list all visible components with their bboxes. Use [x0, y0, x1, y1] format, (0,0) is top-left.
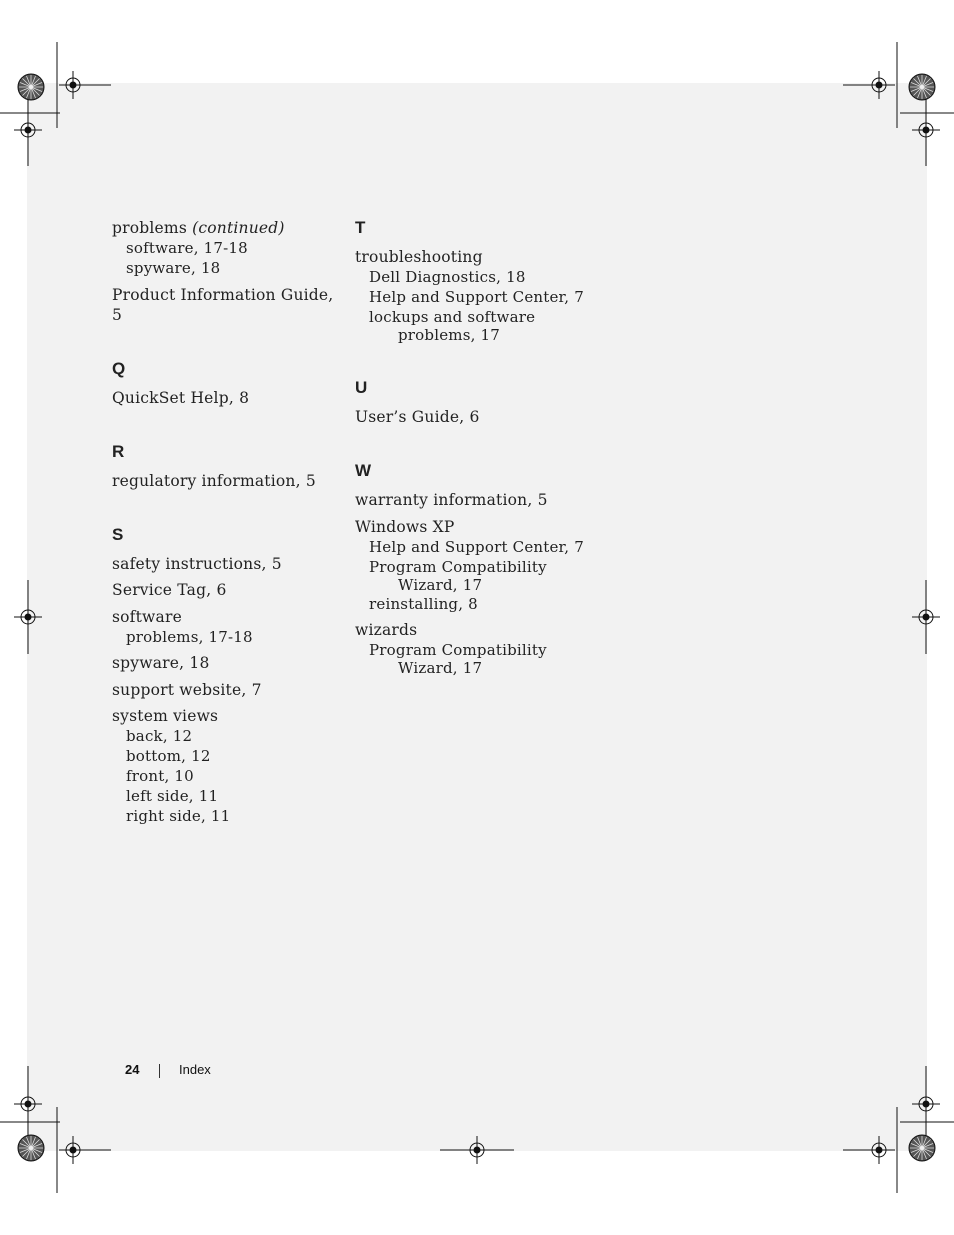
subentry: Dell Diagnostics, 18: [369, 268, 526, 286]
entry-term: troubleshooting: [355, 248, 483, 266]
letter-heading-u: U: [355, 378, 368, 397]
subentry-continuation: problems, 17: [398, 326, 501, 344]
subentry: software, 17-18: [126, 239, 248, 257]
subentry: front, 10: [126, 767, 194, 785]
index-entry-software: [112, 607, 342, 647]
subentry: reinstalling, 8: [369, 594, 478, 613]
letter-heading-w: W: [355, 461, 372, 480]
subentry: problems, 17-18: [126, 627, 253, 646]
entry-term: wizards: [355, 621, 418, 639]
footer-section-title: Index: [179, 1062, 211, 1077]
subentry: Help and Support Center, 7: [369, 288, 584, 306]
index-entry-system-views: [112, 706, 342, 826]
index-entry-wizards: [355, 620, 605, 677]
footer-divider: [159, 1064, 160, 1078]
subentry: bottom, 12: [126, 747, 211, 765]
index-entry: Service Tag, 6: [112, 581, 227, 599]
index-entry: User’s Guide, 6: [355, 408, 480, 426]
page-number: 24: [125, 1062, 140, 1077]
index-entry-problems-continued: [112, 218, 342, 278]
subentry: Program Compatibility: [369, 557, 547, 576]
index-entry: warranty information, 5: [355, 491, 548, 509]
letter-heading-t: T: [355, 218, 366, 237]
index-entry: QuickSet Help, 8: [112, 388, 250, 407]
letter-heading-r: R: [112, 441, 125, 461]
entry-term: problems: [112, 219, 187, 237]
index-entry-windows-xp: [355, 517, 605, 614]
subentry: lockups and software: [369, 308, 536, 326]
subentry: right side, 11: [126, 807, 231, 825]
subentry: Help and Support Center, 7: [369, 537, 584, 556]
entry-term: software: [112, 607, 182, 626]
subentry-continuation: Wizard, 17: [398, 575, 483, 594]
entry-term: Windows XP: [355, 517, 455, 536]
index-entry-troubleshooting: [355, 247, 605, 344]
index-column-right: [355, 218, 605, 684]
subentry: back, 12: [126, 727, 193, 745]
index-column-left: [112, 218, 342, 833]
subentry: spyware, 18: [126, 259, 221, 277]
letter-heading-s: S: [112, 524, 124, 544]
subentry: Program Compatibility: [369, 641, 547, 659]
index-entry: spyware, 18: [112, 654, 210, 672]
index-entry: Product Information Guide, 5: [112, 285, 334, 324]
subentry-continuation: Wizard, 17: [398, 659, 483, 677]
continued-label: (continued): [192, 219, 285, 237]
index-entry: support website, 7: [112, 680, 262, 699]
index-entry: regulatory information, 5: [112, 471, 316, 490]
entry-term: system views: [112, 707, 219, 725]
subentry: left side, 11: [126, 787, 219, 805]
index-entry: safety instructions, 5: [112, 554, 282, 573]
letter-heading-q: Q: [112, 358, 126, 378]
